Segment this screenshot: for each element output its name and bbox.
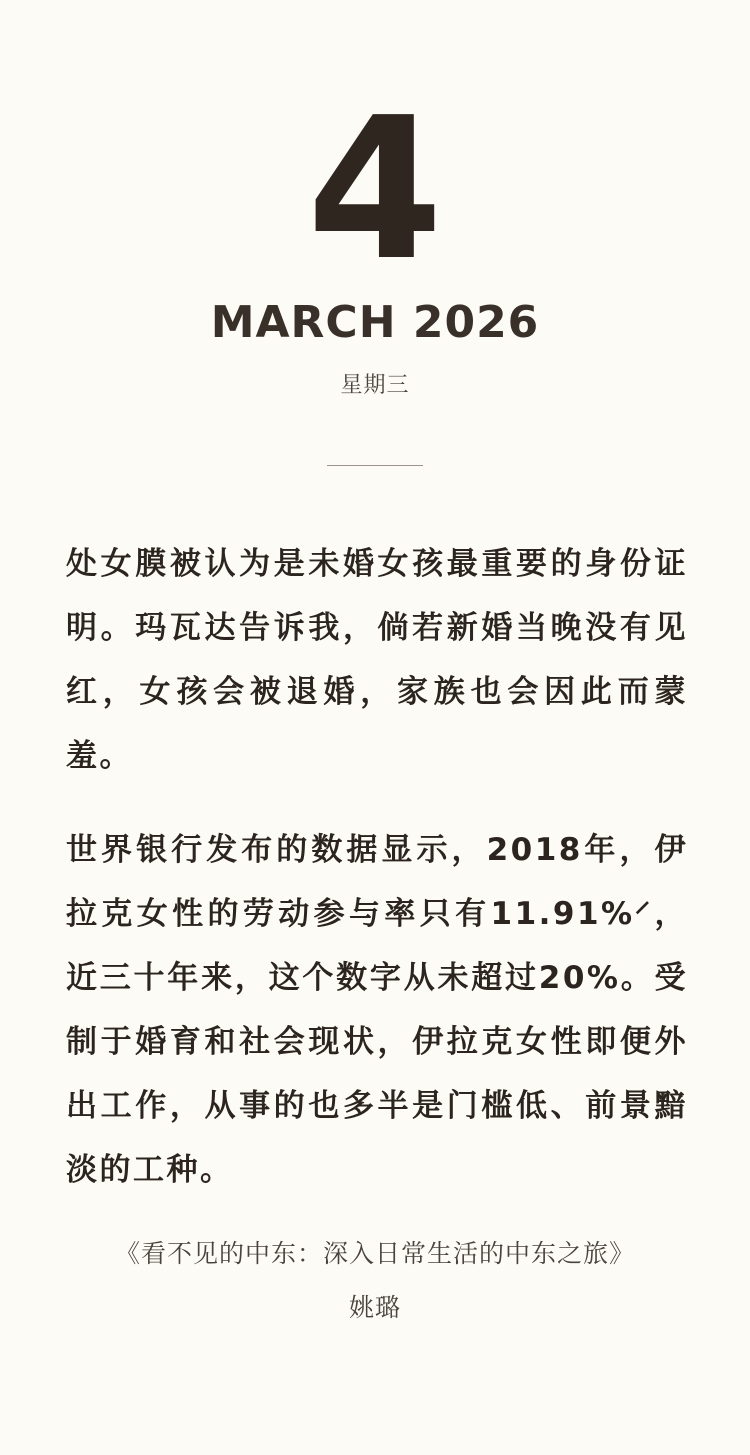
quote-paragraph-2: 世界银行发布的数据显示，2018年，伊拉克女性的劳动参与率只有11.91%⸍，近三十年来，这个数字从未超过20%。受制于婚育和社会现状，伊拉克女性即便外出工作，从事的也多半是门槛低、前景黯淡的工种。 <box>66 832 688 1188</box>
calendar-month-year: MARCH 2026 <box>210 297 540 348</box>
quote-paragraph-1: 处女膜被认为是未婚女孩最重要的身份证明。玛瓦达告诉我，倘若新婚当晚没有见红，女孩会被退婚，家族也会因此而蒙羞。 <box>66 546 688 774</box>
calendar-weekday: 星期三 <box>340 373 410 398</box>
divider <box>327 465 423 466</box>
book-title: 《看不见的中东：深入日常生活的中东之旅》 <box>114 1239 635 1268</box>
calendar-day: 4 <box>306 76 444 304</box>
book-author: 姚璐 <box>348 1293 401 1322</box>
